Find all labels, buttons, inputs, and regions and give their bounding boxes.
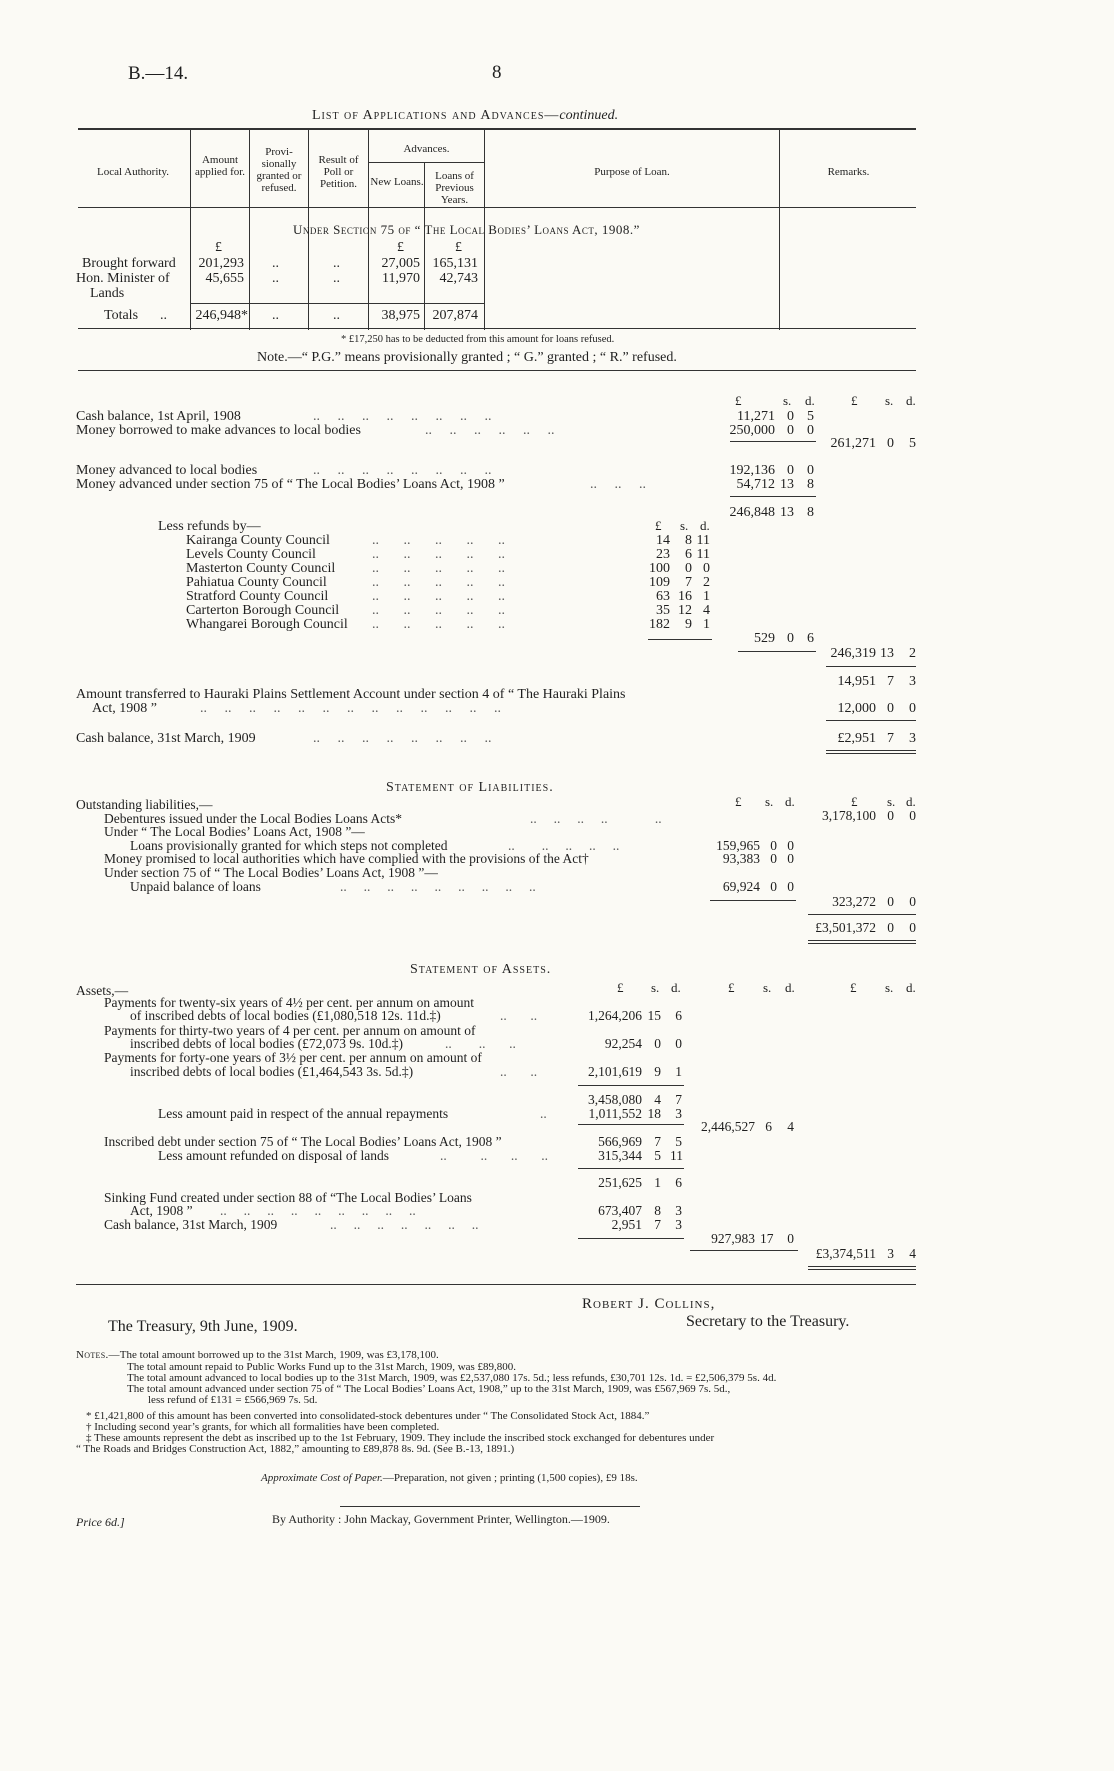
header-loans-previous: Loans of Previous Years. bbox=[435, 170, 474, 206]
header-advances: Advances. bbox=[403, 143, 450, 155]
header-bottom-rule bbox=[78, 207, 916, 208]
payments-32-l1: Payments for thirty-two years of 4 per cent. per annum on amount of bbox=[104, 1023, 476, 1038]
refund-amount: 35 bbox=[656, 603, 670, 618]
place-date: The Treasury, 9th June, 1909. bbox=[108, 1318, 298, 1335]
refund-name: Whangarei Borough Council bbox=[186, 617, 348, 632]
cash-balance-apr-label: Cash balance, 1st April, 1908 bbox=[76, 409, 241, 424]
row-amount: 201,293 bbox=[198, 256, 244, 271]
table-top-rule bbox=[78, 128, 916, 130]
refunded-label: Less amount refunded on disposal of lands bbox=[158, 1148, 389, 1163]
section-title: Under Section 75 of “ The Local Bodies’ Loans Act, 1908.” bbox=[293, 222, 640, 237]
refund-name: Masterton County Council bbox=[186, 561, 336, 576]
refund-name: Levels County Council bbox=[186, 547, 316, 562]
signatory-role: Secretary to the Treasury. bbox=[686, 1313, 850, 1330]
unpaid-label: Unpaid balance of loans bbox=[130, 879, 261, 894]
header-amount-applied: Amount applied for. bbox=[194, 154, 246, 178]
header-purpose: Purpose of Loan. bbox=[594, 166, 670, 178]
table-footnote: * £17,250 has to be deducted from this amount for loans refused. bbox=[341, 334, 615, 345]
promised-label: Money promised to local authorities which have complied with the provisions of the Act† bbox=[104, 851, 589, 866]
assets-total: £3,374,511 bbox=[815, 1246, 876, 1261]
header-provisionally: Provi-sionally granted or refused. bbox=[256, 146, 302, 194]
row-authority: Brought forward bbox=[82, 256, 176, 271]
payments-41-l1: Payments for forty-one years of 3½ per cent. per annum on amount of bbox=[104, 1050, 482, 1065]
cash-balance-mar-label: Cash balance, 31st March, 1909 bbox=[76, 731, 256, 746]
signatory-name: Robert J. Collins, bbox=[582, 1296, 716, 1312]
liabilities-total: £3,501,372 bbox=[815, 920, 876, 935]
debentures-label: Debentures issued under the Local Bodies Loans Acts* bbox=[104, 811, 403, 826]
money-borrowed-label: Money borrowed to make advances to local bodies bbox=[76, 423, 361, 438]
header-remarks: Remarks. bbox=[827, 166, 870, 178]
refund-name: Pahiatua County Council bbox=[186, 575, 327, 590]
printer-authority: By Authority : John Mackay, Government Printer, Wellington.—1909. bbox=[272, 1512, 610, 1526]
totals-amount: 246,948* bbox=[195, 308, 248, 323]
inscribed-75-label: Inscribed debt under section 75 of “ The Local Bodies’ Loans Act, 1908 ” bbox=[104, 1134, 502, 1149]
page-ref: B.—14. bbox=[128, 63, 189, 84]
money-advanced-75-label: Money advanced under section 75 of “ The Local Bodies’ Loans Act, 1908 ” bbox=[76, 477, 505, 492]
row-authority: Hon. Minister of bbox=[76, 271, 170, 286]
refunds-label: Less refunds by— bbox=[158, 519, 261, 534]
refund-amount: 109 bbox=[649, 575, 670, 590]
cost-of-paper: Approximate Cost of Paper.—Preparation, not given ; printing (1,500 copies), £9 18s. bbox=[261, 1472, 638, 1484]
refund-amount: 100 bbox=[649, 561, 670, 576]
page-number: 8 bbox=[492, 62, 502, 83]
assets-title: Statement of Assets. bbox=[410, 962, 552, 977]
liabilities-title: Statement of Liabilities. bbox=[386, 780, 554, 795]
header-result: Result of Poll or Petition. bbox=[318, 154, 359, 190]
payments-26-l1: Payments for twenty-six years of 4½ per cent. per annum on amount bbox=[104, 995, 475, 1010]
money-advanced-label: Money advanced to local bodies bbox=[76, 463, 258, 478]
refund-name: Stratford County Council bbox=[186, 589, 329, 604]
less-paid-label: Less amount paid in respect of the annual repayments bbox=[158, 1106, 449, 1121]
header-new-loans: New Loans. bbox=[370, 176, 424, 188]
refund-name: Kairanga County Council bbox=[186, 533, 330, 548]
refund-amount: 182 bbox=[649, 617, 670, 632]
outstanding-label: Outstanding liabilities,— bbox=[76, 797, 213, 812]
currency-amount: £ bbox=[215, 240, 222, 255]
refund-amount: 23 bbox=[656, 547, 670, 562]
assets-label: Assets,— bbox=[76, 983, 129, 998]
assets-cash-label: Cash balance, 31st March, 1909 bbox=[104, 1217, 278, 1232]
prov-granted-label: Loans provisionally granted for which steps not completed bbox=[130, 838, 448, 853]
currency-prev: £ bbox=[455, 240, 462, 255]
refund-amount: 14 bbox=[656, 533, 670, 548]
currency-new: £ bbox=[397, 240, 404, 255]
table-note: Note.—“ P.G.” means provisionally granted ; “ G.” granted ; “ R.” refused. bbox=[257, 350, 677, 365]
notes-block: Notes.—The total amount borrowed up to the 31st March, 1909, was £3,178,100. bbox=[76, 1349, 439, 1361]
sinking-fund-label: Sinking Fund created under section 88 of “The Local Bodies’ Loans bbox=[104, 1190, 472, 1205]
hauraki-label: Amount transferred to Hauraki Plains Settlement Account under section 4 of “ The Hauraki Plains bbox=[76, 687, 626, 702]
price: Price 6d.] bbox=[76, 1515, 125, 1529]
refund-name: Carterton Borough Council bbox=[186, 603, 340, 618]
list-title: List of Applications and Advances—continued. bbox=[312, 108, 619, 123]
refund-amount: 63 bbox=[656, 589, 670, 604]
header-local-authority: Local Authority. bbox=[97, 166, 169, 178]
totals-label: Totals bbox=[104, 308, 139, 323]
